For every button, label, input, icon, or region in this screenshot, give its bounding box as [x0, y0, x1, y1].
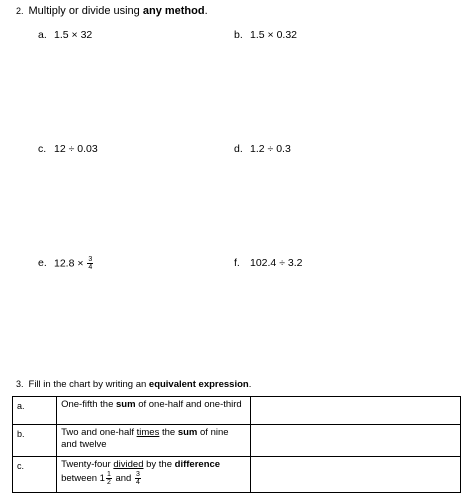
problem-a-expression: 1.5 × 32: [54, 29, 93, 41]
problem-f: [234, 256, 302, 270]
chart-row: [13, 397, 461, 425]
row-a-text-2: of one-half and one-third: [135, 399, 242, 410]
problem-e-fraction-numerator: 3: [88, 256, 93, 263]
problem-f-expression: 102.4 ÷ 3.2: [250, 257, 303, 269]
problem-b-label: b.: [234, 29, 243, 41]
problem-d-label: d.: [234, 143, 243, 155]
chart-row-label: b.: [13, 425, 57, 457]
question-2-emphasis: any method: [142, 5, 205, 17]
chart-answer-cell[interactable]: [250, 425, 460, 457]
question-3-prefix: Fill in the chart by writing an: [28, 379, 149, 390]
question-2-suffix: .: [204, 5, 208, 17]
row-b-text-sum: sum: [177, 427, 198, 438]
row-c-text-difference: difference: [174, 459, 221, 470]
problem-e-fraction: [87, 256, 93, 271]
chart-row-description: [57, 457, 250, 493]
row-c-text-3: between 1: [61, 473, 105, 485]
row-c-text-1: Twenty-four: [61, 459, 114, 470]
row-c-fraction-1-numerator: 1: [106, 471, 111, 478]
row-b-text-3: of nine and twelve: [61, 427, 229, 450]
problem-b-expression: 1.5 × 0.32: [250, 29, 297, 41]
problem-c-expression: 12 ÷ 0.03: [54, 143, 98, 155]
row-c-fraction-2: [135, 471, 141, 486]
problem-a: [38, 28, 92, 42]
chart-row-description: [57, 425, 250, 457]
chart-row-description: [57, 397, 250, 425]
row-b-text-1: Two and one-half: [61, 427, 137, 438]
row-b-text-2: the: [159, 427, 178, 438]
row-c-fraction-1: [106, 471, 112, 486]
question-2-prefix: Multiply or divide using: [28, 5, 143, 17]
question-3-emphasis: equivalent expression: [148, 379, 249, 390]
question-3-number: 3.: [16, 379, 24, 389]
row-c-text-4: and: [112, 473, 134, 485]
chart-row: [13, 425, 461, 457]
row-c-fraction-2-numerator: 3: [135, 471, 140, 478]
problem-b: [234, 28, 297, 42]
problem-e-label: e.: [38, 257, 47, 270]
problem-e-fraction-denominator: 4: [88, 264, 93, 271]
row-c-fraction-2-denominator: 4: [135, 479, 140, 486]
row-c-text-2: by the: [143, 459, 175, 470]
problem-c: [38, 142, 98, 156]
problem-d: [234, 142, 291, 156]
problem-d-expression: 1.2 ÷ 0.3: [250, 143, 291, 155]
problem-c-label: c.: [38, 143, 47, 155]
question-2-number: 2.: [16, 6, 24, 16]
row-b-text-times: times: [136, 427, 160, 438]
question-3-suffix: .: [248, 379, 252, 390]
chart-row-label: a.: [13, 397, 57, 425]
problem-e: [38, 256, 94, 271]
question-3-heading: [16, 377, 251, 392]
chart-row: [13, 457, 461, 493]
problem-f-label: f.: [234, 257, 240, 269]
problem-e-expression: 12.8 ×: [54, 257, 87, 270]
chart-answer-cell[interactable]: [250, 457, 460, 493]
chart-answer-cell[interactable]: [250, 397, 460, 425]
row-a-text-1: One-fifth the: [61, 399, 117, 410]
question-2-heading: [16, 4, 208, 18]
row-a-text-sum: sum: [116, 399, 136, 410]
problem-a-label: a.: [38, 29, 47, 41]
row-c-fraction-1-denominator: 2: [106, 479, 111, 486]
chart-row-label: c.: [13, 457, 57, 493]
equivalent-expression-chart: [12, 396, 461, 493]
row-c-text-divided: divided: [113, 459, 144, 470]
